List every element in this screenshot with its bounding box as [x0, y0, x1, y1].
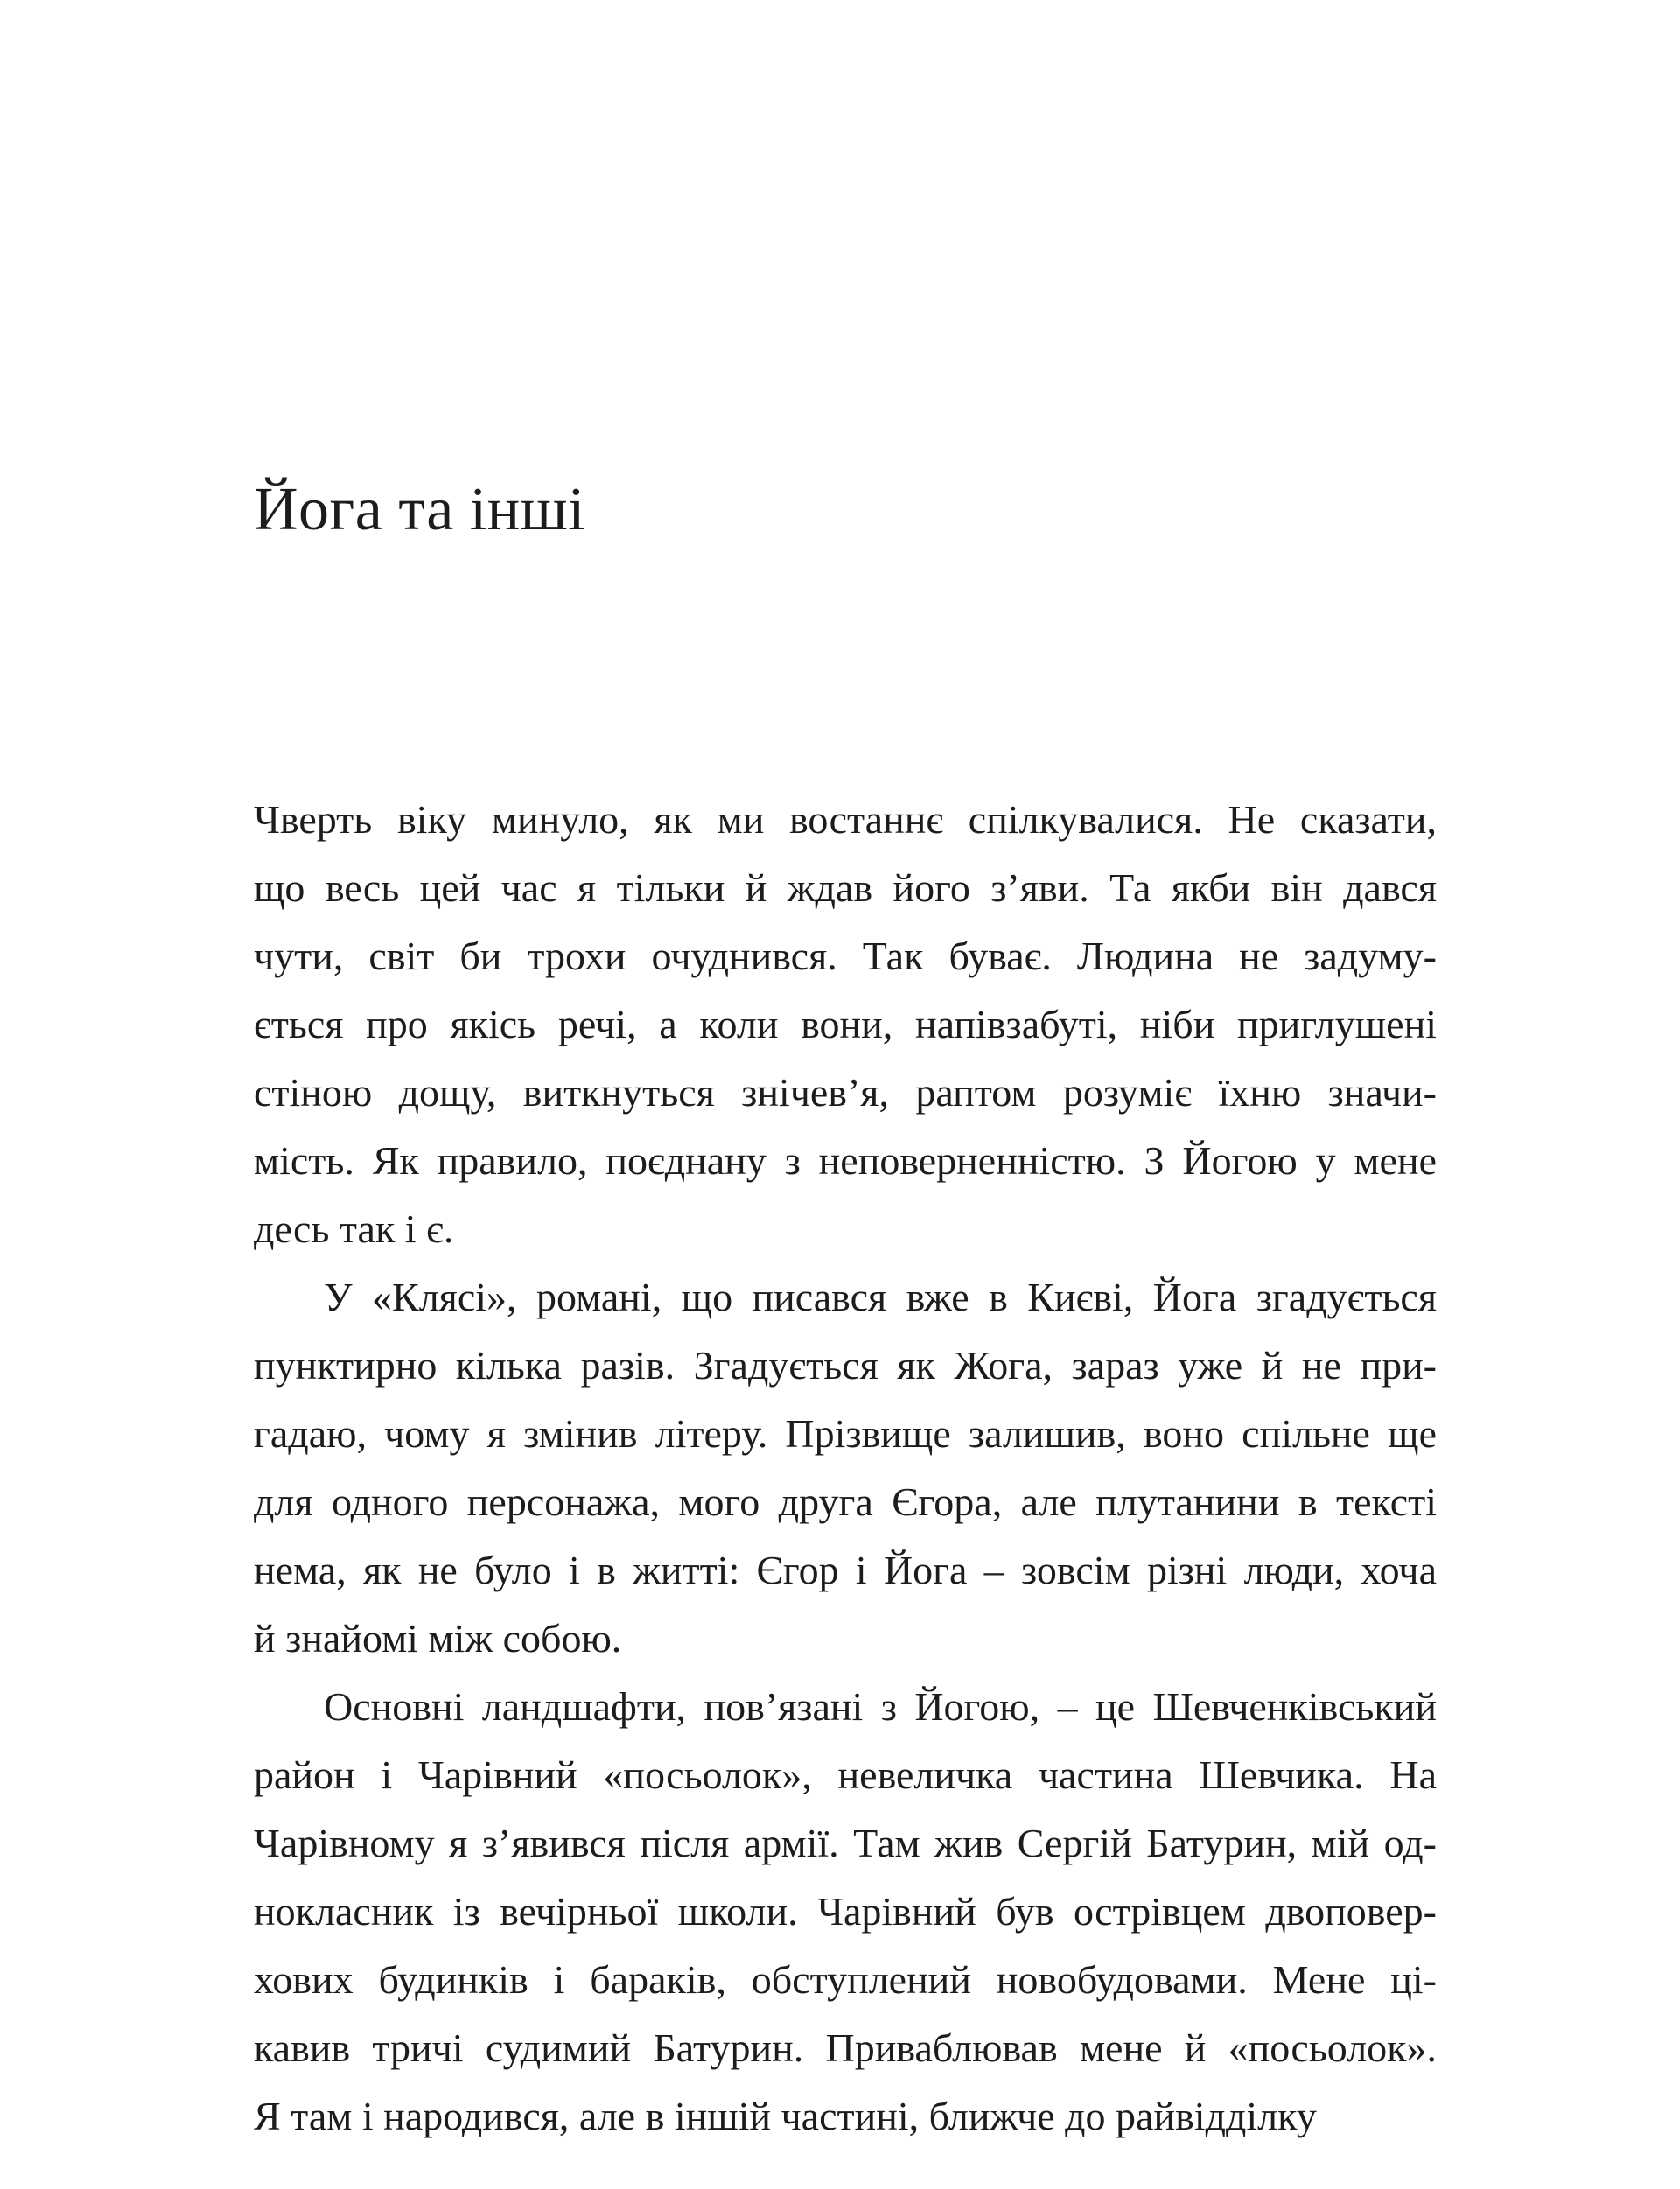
- text-line: стіною дощу, виткнуться знічев’я, раптом розуміє їхню значи-: [254, 1070, 1437, 1115]
- text-line: Основні ландшафти, пов’язані з Йогою, – це Шевченківський: [324, 1684, 1437, 1729]
- text-line: нема, як не було і в житті: Єгор і Йога – зовсім різні люди, хоча: [254, 1548, 1437, 1592]
- text-line: Я там і народився, але в іншій частині, ближче до райвідділку: [254, 2094, 1317, 2138]
- text-line: ється про якісь речі, а коли вони, напівзабуті, ніби приглушені: [254, 1002, 1437, 1046]
- text-line: й знайомі між собою.: [254, 1616, 622, 1661]
- text-line: десь так і є.: [254, 1206, 454, 1251]
- text-line: гадаю, чому я змінив літеру. Прізвище залишив, воно спільне ще: [254, 1411, 1437, 1456]
- text-line: У «Клясі», романі, що писався вже в Києві, Йога згадується: [324, 1275, 1437, 1319]
- text-line: Чарівному я з’явився після армії. Там жив Сергій Батурин, мій од-: [254, 1821, 1437, 1865]
- page-body: [254, 786, 1437, 2151]
- text-line: що весь цей час я тільки й ждав його з’яви. Та якби він дався: [254, 865, 1437, 910]
- paragraph: [254, 1263, 1437, 1673]
- text-line: район і Чарівний «посьолок», невеличка частина Шевчика. На: [254, 1752, 1437, 1797]
- text-line: чути, світ би трохи очуднився. Так буває. Людина не задуму-: [254, 934, 1437, 978]
- text-line: пунктирно кілька разів. Згадується як Жога, зараз уже й не при-: [254, 1343, 1437, 1388]
- paragraph: [254, 1673, 1437, 2151]
- text-line: кавив тричі судимий Батурин. Приваблював мене й «посьолок».: [254, 2025, 1437, 2070]
- text-line: нокласник із вечірньої школи. Чарівний був острівцем двоповер-: [254, 1889, 1437, 1934]
- text-line: хових будинків і бараків, обступлений новобудовами. Мене ці-: [254, 1957, 1437, 2002]
- text-line: Чверть віку минуло, як ми востаннє спілкувалися. Не сказати,: [254, 797, 1437, 842]
- text-line: для одного персонажа, мого друга Єгора, але плутанини в тексті: [254, 1479, 1437, 1524]
- text-column: [254, 0, 1437, 2151]
- paragraph: [254, 786, 1437, 1263]
- text-line: мість. Як правило, поєднану з неповерненністю. З Йогою у мене: [254, 1138, 1437, 1183]
- page-title: Йога та інші: [254, 476, 586, 543]
